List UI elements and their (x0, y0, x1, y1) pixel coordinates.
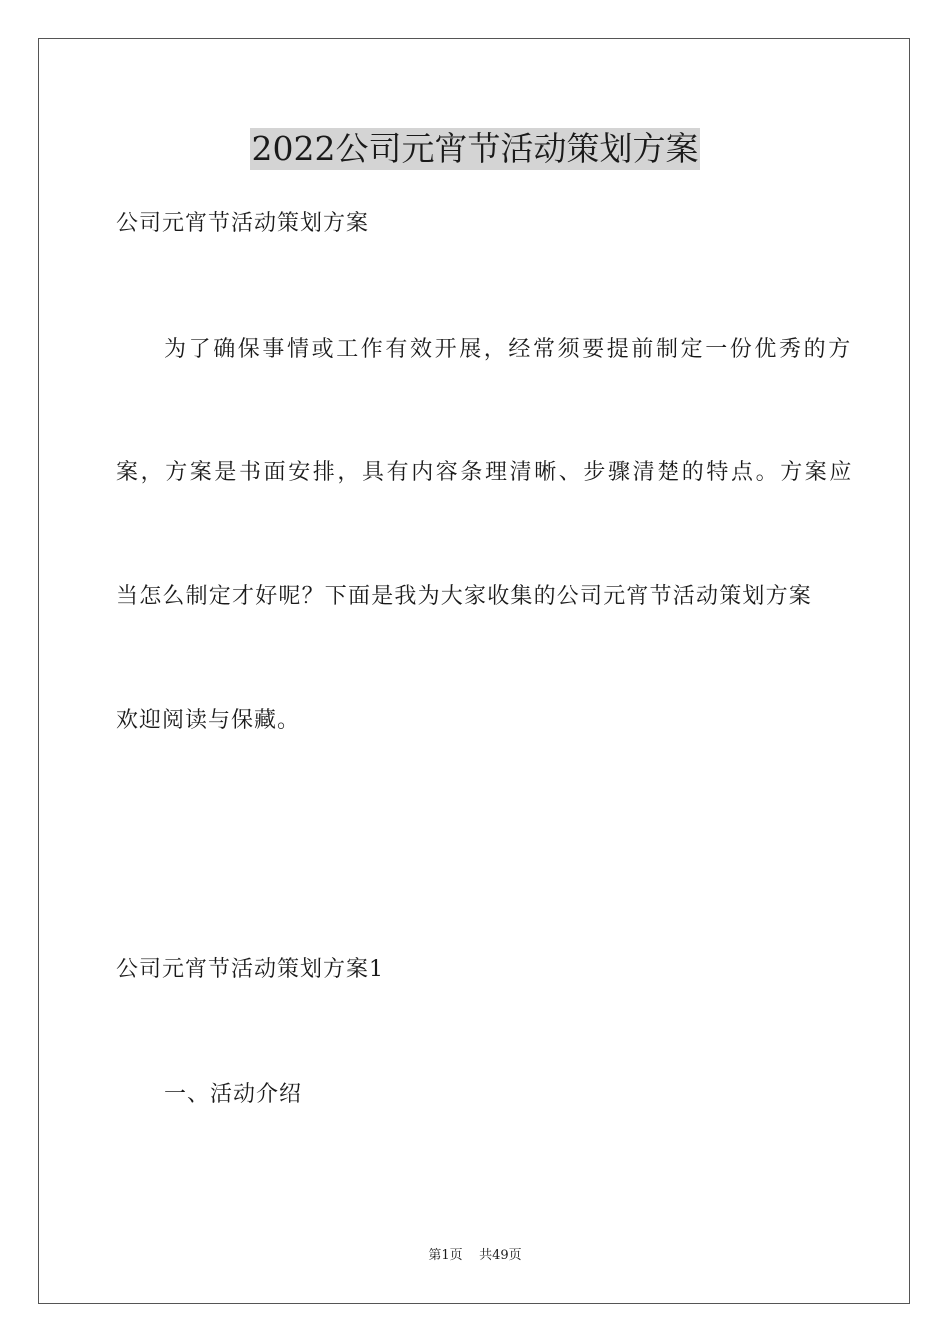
section-heading: 一、活动介绍 (164, 1082, 303, 1107)
section-title: 公司元宵节活动策划方案1 (116, 957, 384, 982)
intro-line-2: 案，方案是书面安排，具有内容条理清晰、步骤清楚的特点。方案应 (116, 460, 855, 485)
intro-line-1: 为了确保事情或工作有效开展，经常须要提前制定一份优秀的方 (164, 337, 853, 362)
intro-line-4: 欢迎阅读与保藏。 (116, 708, 301, 733)
intro-line-3: 当怎么制定才好呢？下面是我为大家收集的公司元宵节活动策划方案 (116, 584, 813, 609)
page-total: 共49页 (479, 1248, 522, 1263)
page-number: 第1页 (428, 1248, 463, 1263)
document-title-text: 2022公司元宵节活动策划方案 (251, 129, 699, 168)
document-subtitle: 公司元宵节活动策划方案 (116, 211, 370, 236)
page-footer (0, 1247, 950, 1265)
document-title (0, 128, 950, 170)
